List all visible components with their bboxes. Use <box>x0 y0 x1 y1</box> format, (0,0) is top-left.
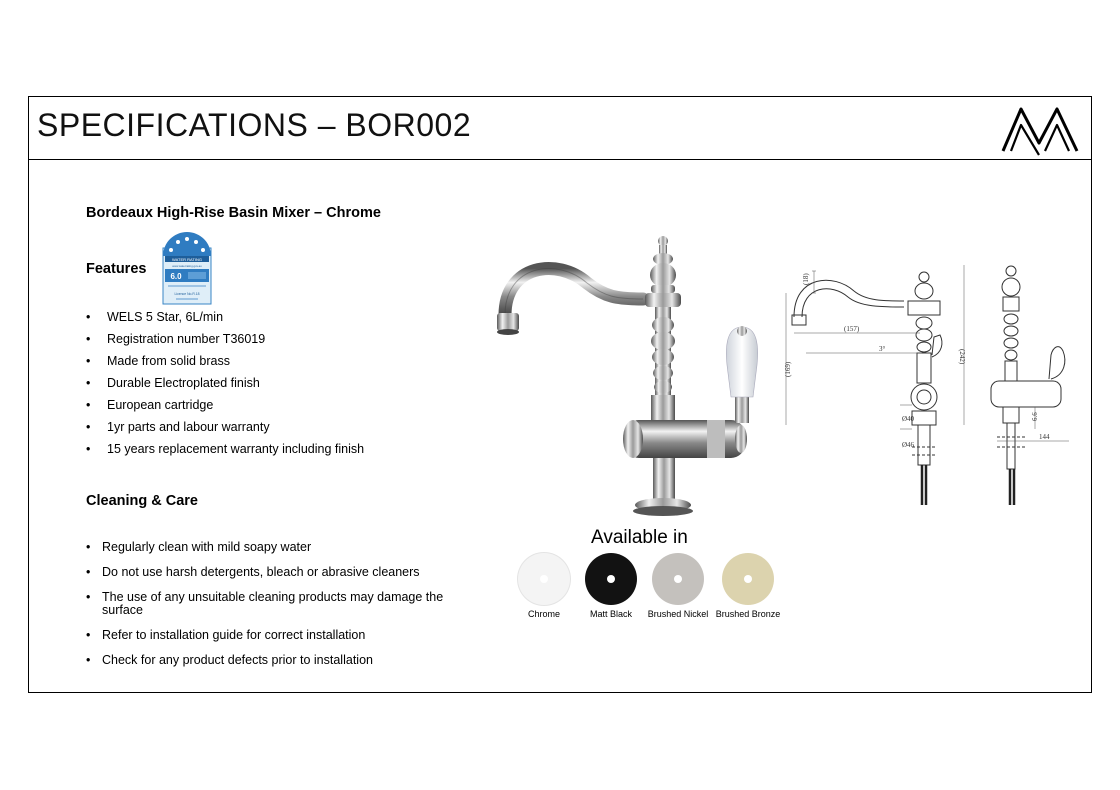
brushed-bronze-color-disc <box>722 553 774 605</box>
feature-item: • WELS 5 Star, 6L/min <box>86 309 364 331</box>
brushed-nickel-color-disc <box>652 553 704 605</box>
dim-label: Ø40 <box>902 415 915 423</box>
feature-item: • Made from solid brass <box>86 353 364 375</box>
cleaning-item: • The use of any unsuitable cleaning products may damage the surface <box>86 591 466 617</box>
wels-water-rating-label-icon <box>162 228 212 306</box>
header-bar <box>29 97 1091 160</box>
finish-label: Matt Black <box>589 609 632 619</box>
dim-label: 6.6 <box>1031 412 1039 421</box>
finish-label: Brushed Nickel <box>647 609 709 619</box>
dim-label: (169) <box>784 361 792 377</box>
basin-mixer-photo <box>467 235 747 520</box>
dim-label: (242) <box>958 349 966 365</box>
feature-item: • 15 years replacement warranty including finish <box>86 441 364 463</box>
dim-label: (157) <box>844 325 860 333</box>
dim-label: Ø46 <box>902 441 915 449</box>
cleaning-item: • Regularly clean with mild soapy water <box>86 541 466 554</box>
dim-label: (18) <box>802 273 810 285</box>
wels-licence: Licence No.R.18 <box>174 292 200 296</box>
finish-swatch-matt-black <box>576 553 646 619</box>
chrome-color-disc <box>518 553 570 605</box>
matt-black-color-disc <box>585 553 637 605</box>
feature-item: • European cartridge <box>86 397 364 419</box>
finish-swatches <box>509 553 799 623</box>
cleaning-item: • Do not use harsh detergents, bleach or abrasive cleaners <box>86 566 466 579</box>
dim-label: 144 <box>1039 433 1050 441</box>
technical-drawing-side <box>979 257 1074 507</box>
finish-label: Brushed Bronze <box>715 609 781 619</box>
features-list <box>86 309 364 463</box>
spec-sheet <box>28 96 1092 693</box>
cleaning-heading: Cleaning & Care <box>86 493 198 509</box>
feature-item: • 1yr parts and labour warranty <box>86 419 364 441</box>
wels-value: 6.0 <box>170 272 182 281</box>
finish-swatch-brushed-nickel <box>643 553 713 619</box>
product-name: Bordeaux High-Rise Basin Mixer – Chrome <box>86 205 381 221</box>
cleaning-item: • Check for any product defects prior to installation <box>86 654 466 667</box>
feature-item: • Durable Electroplated finish <box>86 375 364 397</box>
cleaning-item: • Refer to installation guide for correct installation <box>86 629 466 642</box>
brand-logo-icon <box>999 103 1083 155</box>
dim-label: 3° <box>879 345 886 353</box>
features-heading: Features <box>86 261 147 277</box>
finish-swatch-chrome <box>509 553 579 619</box>
page-title: SPECIFICATIONS – BOR002 <box>37 107 472 143</box>
finish-label: Chrome <box>527 609 560 619</box>
cleaning-list <box>86 541 466 679</box>
finish-swatch-brushed-bronze <box>713 553 783 619</box>
feature-item: • Registration number T36019 <box>86 331 364 353</box>
wels-url: www.waterrating.gov.au <box>172 264 202 268</box>
technical-drawing-front <box>784 257 964 507</box>
wels-brand: WATER RATING <box>172 257 202 262</box>
available-in-title: Available in <box>591 527 688 548</box>
